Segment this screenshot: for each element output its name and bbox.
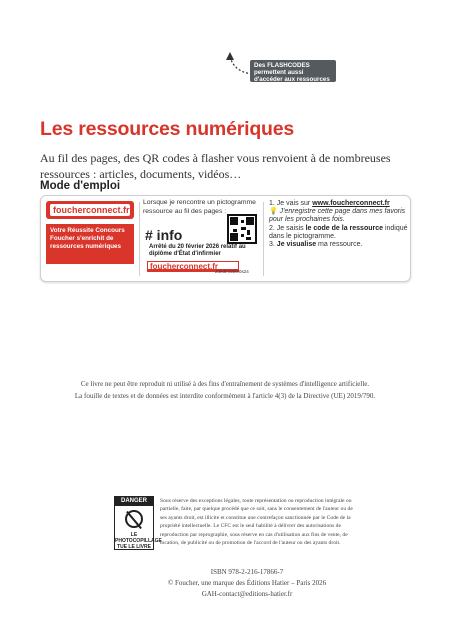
foucher-note: Votre Réussite Concours Foucher s'enrichit de ressources numériques [46, 224, 134, 264]
divider [139, 202, 140, 276]
step-2: 2. Je saisis le code de la ressource indiqué dans le pictogramme. [269, 224, 408, 240]
copyright: © Foucher, une marque des Éditions Hatier – Paris 2026 [167, 579, 327, 587]
intro-paragraph: Au fil des pages, des QR codes à flasher vous renvoient à de nombreuses ressources : articles, documents, vidéos… [40, 151, 391, 181]
resource-code: 23edmissite0s24 [215, 269, 249, 274]
info-hash: # info [145, 227, 183, 243]
danger-logo [114, 496, 162, 550]
ai-disclaimer: Ce livre ne peut être reproduit ni utilisé à des fins d'entraînement de systèmes d'intelligence artificielle. La fouille de textes et de données est interdite conformément à l'article 4(3) de la Directive (UE) 2019/790. [74, 380, 376, 400]
mode-emploi-heading: Mode d'emploi [40, 180, 121, 192]
danger-caption: LE PHOTOCOPILLAGE TUE LE LIVRE [115, 532, 162, 550]
pictogram-column [143, 199, 261, 281]
step-1: 1. Je vais sur www.foucherconnect.fr [269, 200, 390, 207]
danger-label: DANGER [115, 497, 153, 506]
foucherconnect-logo [46, 201, 134, 219]
logo-text: foucherconnect.fr [50, 204, 130, 216]
steps-column [269, 200, 409, 249]
lightbulb-icon: 💡 [269, 208, 278, 216]
foucherconnect-link[interactable]: www.foucherconnect.fr [312, 200, 390, 207]
info-pictogram [145, 227, 257, 279]
step-3: 3. Je visualise ma ressource. [269, 241, 363, 249]
divider [263, 202, 264, 276]
isbn: ISBN 978-2-216-17866-7 [210, 568, 284, 576]
info-subtitle: Arrêté du 20 février 2026 relatif au diplôme d'État d'infirmier [149, 244, 246, 258]
contact-email: GAH-contact@editions-hatier.fr [201, 590, 293, 598]
pictogram-intro: Lorsque je rencontre un pictogramme ressource au fil des pages : [143, 199, 256, 215]
flashcode-badge: Des FLASHCODES permettent aussi d'accéder aux ressources depuis un smartphone [250, 60, 336, 82]
legal-notice: Sous réserve des exceptions légales, toute représentation ou reproduction intégrale ou partielle, faite, par quelque procédé que ce soit, sans le consentement de l'auteur ou de ses ayants droit, est illicite et constitue une contrefaçon sanctionnée par le Code de la propriété intellectuelle. Le CFC est le seul habilité à délivrer des autorisations de reproduction par reprographie, sous réserve en cas d'utilisation aux fins de vente, de location, de publicité ou de promotion de l'accord de l'auteur ou des ayants droit. [160, 498, 353, 547]
page-title: Les ressources numériques [40, 118, 295, 140]
instructions-card [40, 195, 411, 282]
colophon [132, 567, 362, 600]
foucher-column [41, 196, 138, 281]
info-bar: foucherconnect.fr [147, 261, 239, 272]
step-1-hint: 💡 J'enregistre cette page dans mes favoris pour les prochaines fois. [269, 208, 406, 224]
